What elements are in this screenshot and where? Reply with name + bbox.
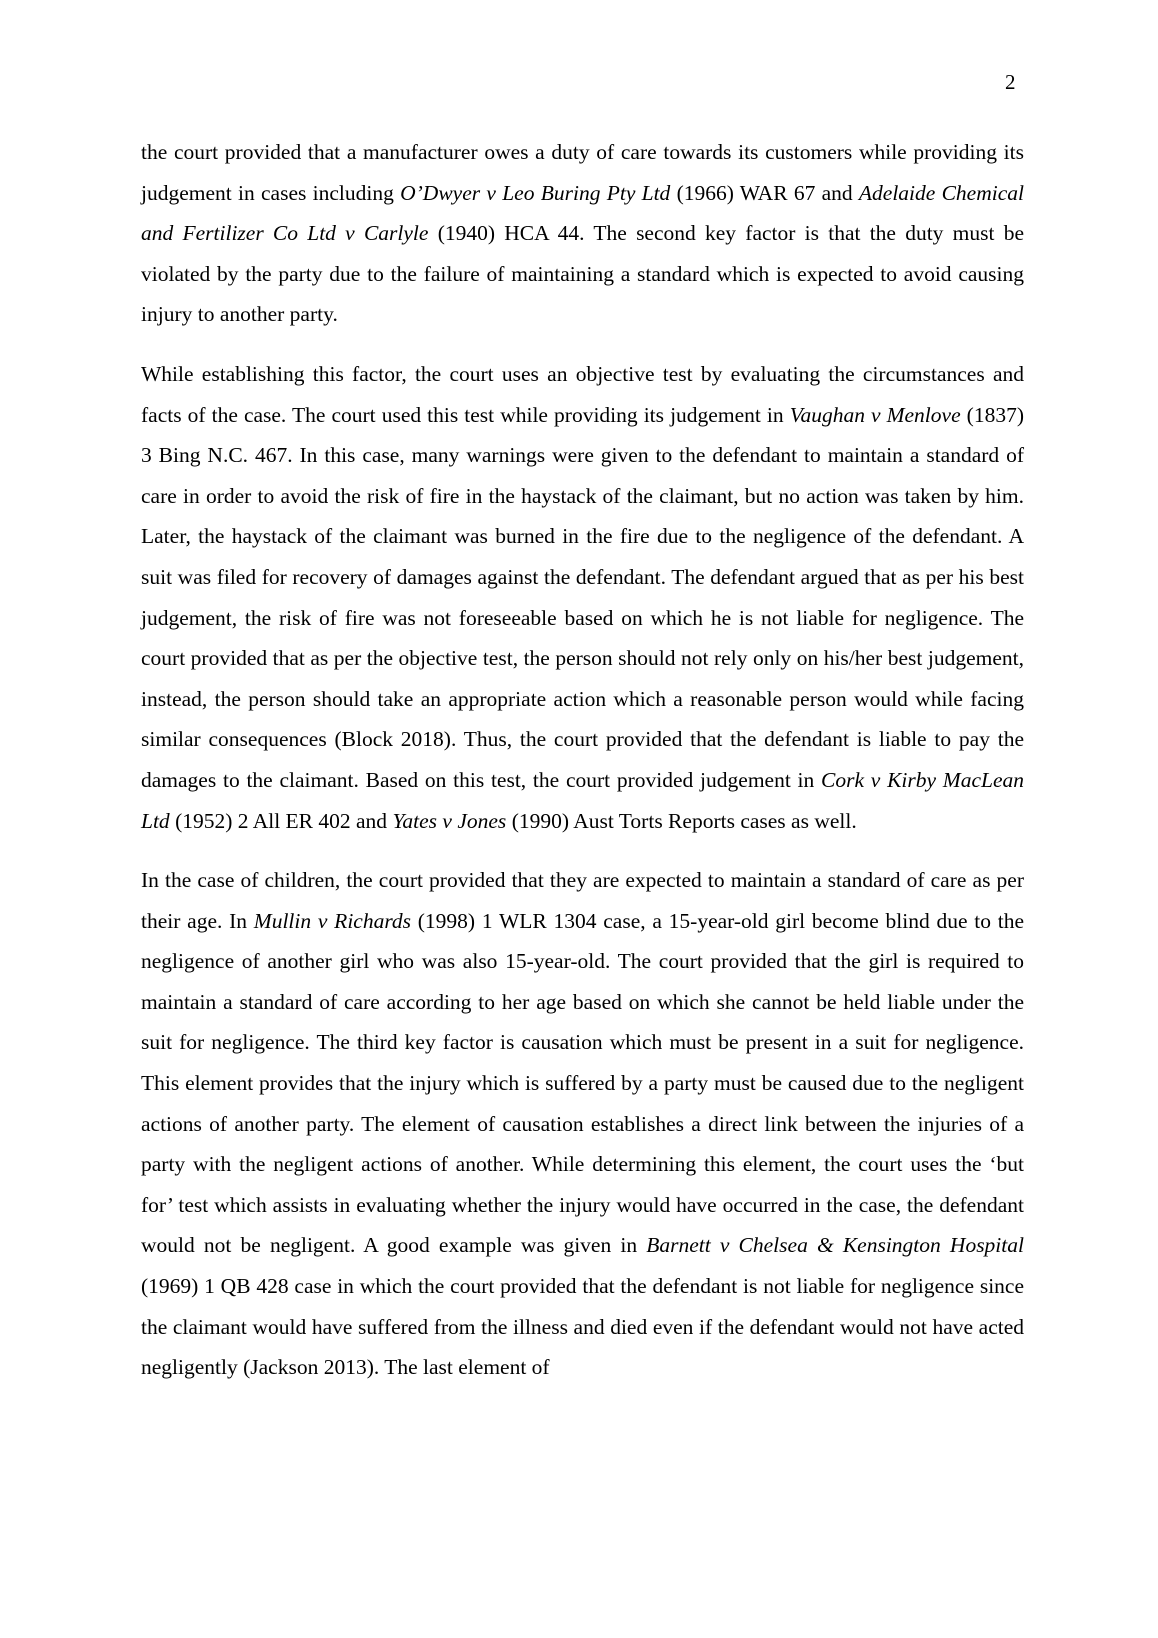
case-citation: Vaughan v Menlove — [789, 402, 961, 427]
case-citation: Yates v Jones — [392, 808, 507, 833]
text-segment: (1940) HCA 44. The second key factor is that the duty must be violated by the party due to the failure of maintaining a standard which is expected to avoid causing injury to another party. — [141, 221, 1024, 327]
text-segment: (1969) 1 QB 428 case in which the court provided that the defendant is not liable for negligence since the claimant would have suffered from the illness and died even if the defendant would not have acted negligently (Jackson 2013). The last element of — [141, 1274, 1024, 1380]
text-segment: In the case of children, the court provided that they are expected to maintain a standard of care as per their age. In — [141, 868, 1024, 933]
case-citation: O’Dwyer v Leo Buring Pty Ltd — [400, 180, 671, 205]
text-segment: (1952) 2 All ER 402 and — [169, 808, 393, 833]
case-citation: Mullin v Richards — [253, 908, 412, 933]
paragraph-1 — [141, 132, 1024, 335]
text-segment: While establishing this factor, the court uses an objective test by evaluating the circumstances and facts of the case. The court used this test while providing its judgement in — [141, 361, 1024, 427]
document-body — [141, 132, 1024, 1407]
paragraph-2 — [141, 354, 1024, 841]
text-segment: (1990) Aust Torts Reports cases as well. — [506, 808, 857, 833]
text-segment: (1966) WAR 67 and — [670, 180, 859, 205]
text-segment: the court provided that a manufacturer owes a duty of care towards its customers while providing its judgement in cases including — [141, 140, 1024, 205]
page-number: 2 — [1005, 70, 1016, 94]
text-segment: (1837) 3 Bing N.C. 467. In this case, many warnings were given to the defendant to maintain a standard of care in order to avoid the risk of fire in the haystack of the claimant, but no action was taken by him. Later, the haystack of the claimant was burned in the fire due to the negligence of the defendant. A suit was filed for recovery of damages against the defendant. The defendant argued that as per his best judgement, the risk of fire was not foreseeable based on which he is not liable for negligence. The court provided that as per the objective test, the person should not rely only on his/her best judgement, instead, the person should take an appropriate action which a reasonable person would while facing similar consequences (Block 2018). Thus, the court provided that the defendant is liable to pay the damages to the claimant. Based on this test, the court provided judgement in — [141, 402, 1025, 792]
case-citation: Cork v Kirby MacLean Ltd — [141, 767, 1024, 833]
paragraph-3 — [141, 860, 1024, 1388]
case-citation: Adelaide Chemical and Fertilizer Co Ltd v Carlyle — [141, 180, 1024, 246]
text-segment: (1998) 1 WLR 1304 case, a 15-year-old girl become blind due to the negligence of another girl who was also 15-year-old. The court provided that the girl is required to maintain a standard of care according to her age based on which she cannot be held liable under the suit for negligence. The third key factor is causation which must be present in a suit for negligence. This element provides that the injury which is suffered by a party must be caused due to the negligent actions of another party. The element of causation establishes a direct link between the injuries of a party with the negligent actions of another. While determining this element, the court uses the ‘but for’ test which assists in evaluating whether the injury would have occurred in the case, the defendant would not be negligent. A good example was given in — [141, 908, 1024, 1258]
case-citation: Barnett v Chelsea & Kensington Hospital — [646, 1233, 1024, 1258]
